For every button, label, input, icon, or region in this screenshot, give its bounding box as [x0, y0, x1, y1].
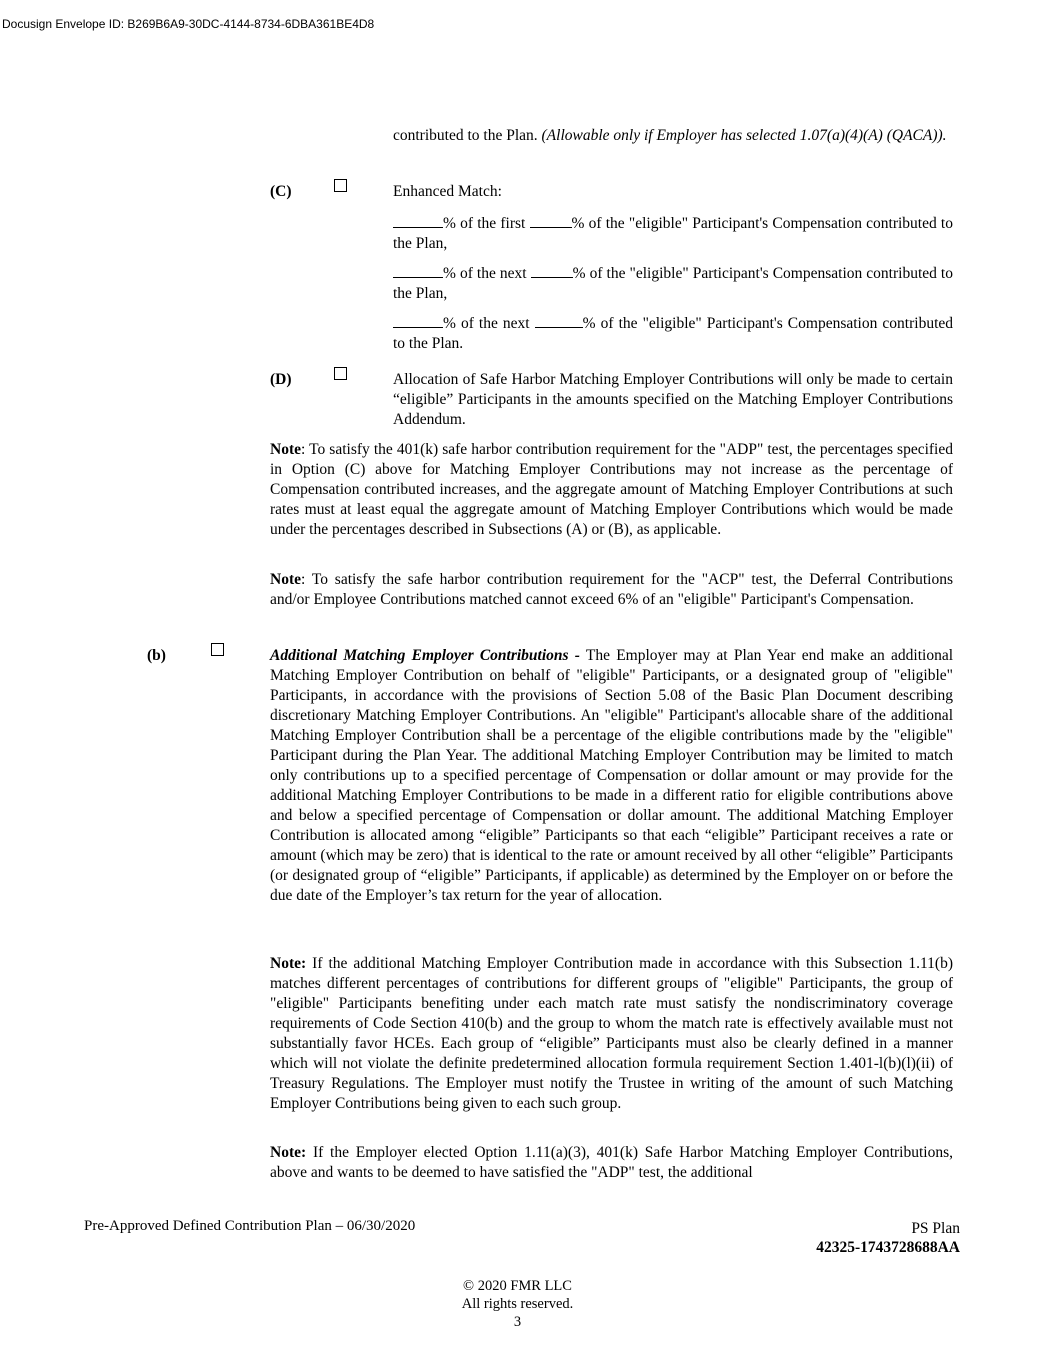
docusign-envelope-id: Docusign Envelope ID: B269B6A9-30DC-4144-8734-6DBA361BE4D8 — [2, 17, 375, 31]
option-c-checkbox[interactable] — [334, 179, 347, 192]
continued-paragraph: contributed to the Plan. (Allowable only if Employer has selected 1.07(a)(4)(A) (QACA)). — [393, 127, 947, 144]
option-d-text: Allocation of Safe Harbor Matching Employer Contributions will only be made to certain “eligible” Participants in the amounts specified on the Matching Employer Contributions Addendum. — [393, 371, 953, 428]
footer-copyright: © 2020 FMR LLC — [463, 1278, 572, 1294]
blank-field[interactable] — [393, 313, 443, 328]
option-c-line-1: % of the first % of the "eligible" Participant's Compensation contributed to the Plan, — [393, 215, 953, 252]
section-b-label: (b) — [147, 647, 166, 664]
footer-document-number: 42325-1743728688AA — [816, 1239, 960, 1256]
section-b-checkbox[interactable] — [211, 643, 224, 656]
option-c-line-3: % of the next % of the "eligible" Participant's Compensation contributed to the Plan. — [393, 315, 953, 352]
option-c-label: (C) — [270, 183, 292, 200]
footer-rights: All rights reserved. — [461, 1296, 574, 1312]
page-number: 3 — [513, 1314, 522, 1330]
note-adp: Note: To satisfy the 401(k) safe harbor contribution requirement for the "ADP" test, the percentages specified in Option (C) above for Matching Employer Contributions may not increase as the percentage of Compensation contributed increases, and the aggregate amount of Matching Employer Contributions at such rates must at least equal the aggregate amount of Matching Employer Contributions which would be made under the percentages described in Subsections (A) or (B), as applicable. — [270, 441, 953, 538]
note-acp: Note: To satisfy the safe harbor contribution requirement for the "ACP" test, the Deferral Contributions and/or Employee Contributions matched cannot exceed 6% of an "eligible" Participant's Compensation. — [270, 571, 953, 608]
option-c-line-2: % of the next % of the "eligible" Participant's Compensation contributed to the Plan, — [393, 265, 953, 302]
option-c-title: Enhanced Match: — [393, 183, 502, 200]
blank-field[interactable] — [535, 313, 583, 328]
note-coverage: Note: If the additional Matching Employer Contribution made in accordance with this Subsection 1.11(b) matches different percentages of contributions for different groups of "eligible" Participants, the group of "eligible" Participants benefiting under each match rate must satisfy the nondiscriminatory coverage requirements of Code Section 410(b) and the group to whom the match rate is effectively available must not substantially favor HCEs. Each group of “eligible” Participants must also be clearly defined in a manner which will not violate the definite predetermined allocation formula requirement Section 1.401-l(b)(l)(ii) of Treasury Regulations. The Employer must notify the Trustee in writing of the amount of such Matching Employer Contributions being given to each such group. — [270, 955, 953, 1112]
footer-plan-name: Pre-Approved Defined Contribution Plan – 06/30/2020 — [84, 1218, 416, 1234]
footer-copyright-block — [0, 1277, 1035, 1331]
blank-field[interactable] — [531, 263, 573, 278]
footer-plan-id — [816, 1219, 960, 1257]
blank-field[interactable] — [530, 213, 572, 228]
section-b-text: Additional Matching Employer Contributions - The Employer may at Plan Year end make an additional Matching Employer Contribution on behalf of "eligible" Participants, or a designated group of "eligible" Participants, in accordance with the provisions of Section 5.08 of the Basic Plan Document describing discretionary Matching Employer Contributions. An "eligible" Participant's allocable share of the additional Matching Employer Contribution shall be a percentage of the eligible contributions made by the "eligible" Participant during the Plan Year. The additional Matching Employer Contribution may be limited to match only contributions up to a specified percentage of Compensation or dollar amount or may provide for the additional Matching Employer Contributions to be made in a different ratio for eligible contributions above and below a specified percentage of Compensation or dollar amount. The additional Matching Employer Contribution is allocated among “eligible” Participants so that each “eligible” Participant receives a rate or amount (which may be zero) that is identical to the rate or amount received by all other “eligible” Participants (or designated group of “eligible” Participants, if applicable) as determined by the Employer on or before the due date of the Employer’s tax return for the year of allocation. — [270, 647, 954, 904]
footer-plan-type: PS Plan — [911, 1220, 960, 1237]
option-d-checkbox[interactable] — [334, 367, 347, 380]
option-d-label: (D) — [270, 371, 292, 388]
note-safe-harbor: Note: If the Employer elected Option 1.11(a)(3), 401(k) Safe Harbor Matching Employer Contributions, above and wants to be deemed to have satisfied the "ADP" test, the additional — [270, 1144, 953, 1181]
blank-field[interactable] — [393, 263, 443, 278]
blank-field[interactable] — [393, 213, 443, 228]
